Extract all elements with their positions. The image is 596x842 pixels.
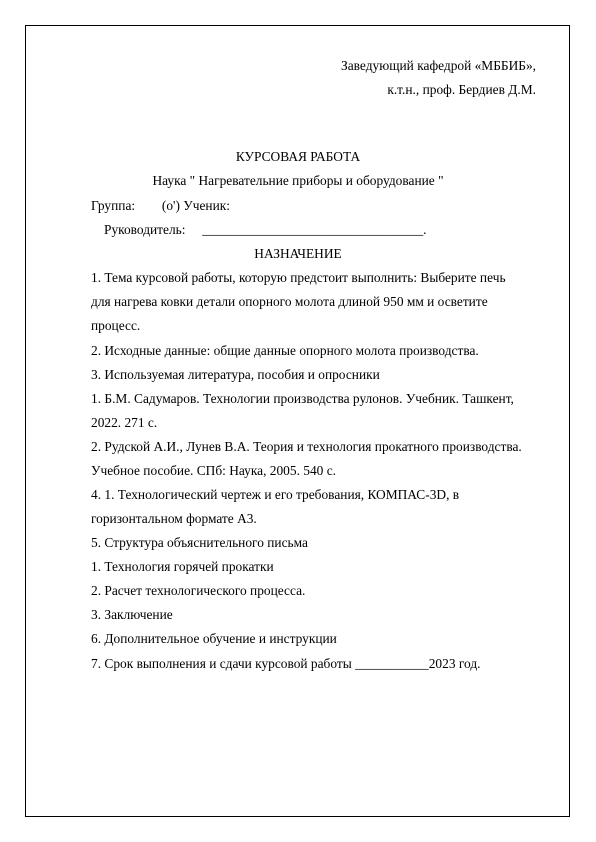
assignment-line: 6. Дополнительное обучение и инструкции bbox=[91, 631, 337, 646]
header-line-1: Заведующий кафедрой «МББИБ», bbox=[341, 58, 536, 73]
assignment-line: 1. Технология горячей прокатки bbox=[91, 559, 274, 574]
assignment-heading: НАЗНАЧЕНИЕ bbox=[254, 246, 342, 261]
assignment-line: для нагрева ковки детали опорного молота длиной 950 мм и осветите bbox=[91, 294, 488, 309]
assignment-line: 3. Используемая литература, пособия и опросники bbox=[91, 367, 380, 382]
assignment-line: 3. Заключение bbox=[91, 607, 173, 622]
subject-line: Наука " Нагревательние приборы и оборудование " bbox=[152, 173, 444, 188]
assignment-line: 4. 1. Технологический чертеж и его требования, КОМПАС-3D, в bbox=[91, 487, 460, 502]
group-line: Группа: (o') Ученик: bbox=[91, 198, 230, 213]
assignment-line: 5. Структура объяснительного письма bbox=[91, 535, 308, 550]
supervisor-line: Руководитель: _________________________________. bbox=[104, 222, 427, 237]
document-title: КУРСОВАЯ РАБОТА bbox=[235, 149, 361, 164]
assignment-line: 2. Исходные данные: общие данные опорного молота производства. bbox=[91, 343, 479, 358]
assignment-line: 1. Тема курсовой работы, которую предстоит выполнить: Выберите печь bbox=[91, 270, 506, 285]
assignment-line: 2. Расчет технологического процесса. bbox=[91, 583, 306, 598]
assignment-line: Учебное пособие. СПб: Наука, 2005. 540 с. bbox=[91, 463, 336, 478]
assignment-line: 2. Рудской А.И., Лунев В.А. Теория и технология прокатного производства. bbox=[91, 439, 522, 454]
assignment-line: горизонтальном формате А3. bbox=[91, 511, 257, 526]
assignment-line: процесс. bbox=[91, 318, 141, 333]
assignment-line: 2022. 271 с. bbox=[91, 415, 158, 430]
header-line-2: к.т.н., проф. Бердиев Д.М. bbox=[387, 82, 536, 97]
assignment-line: 1. Б.М. Садумаров. Технологии производства рулонов. Учебник. Ташкент, bbox=[91, 391, 514, 406]
assignment-line: 7. Срок выполнения и сдачи курсовой работы ___________2023 год. bbox=[91, 656, 481, 671]
